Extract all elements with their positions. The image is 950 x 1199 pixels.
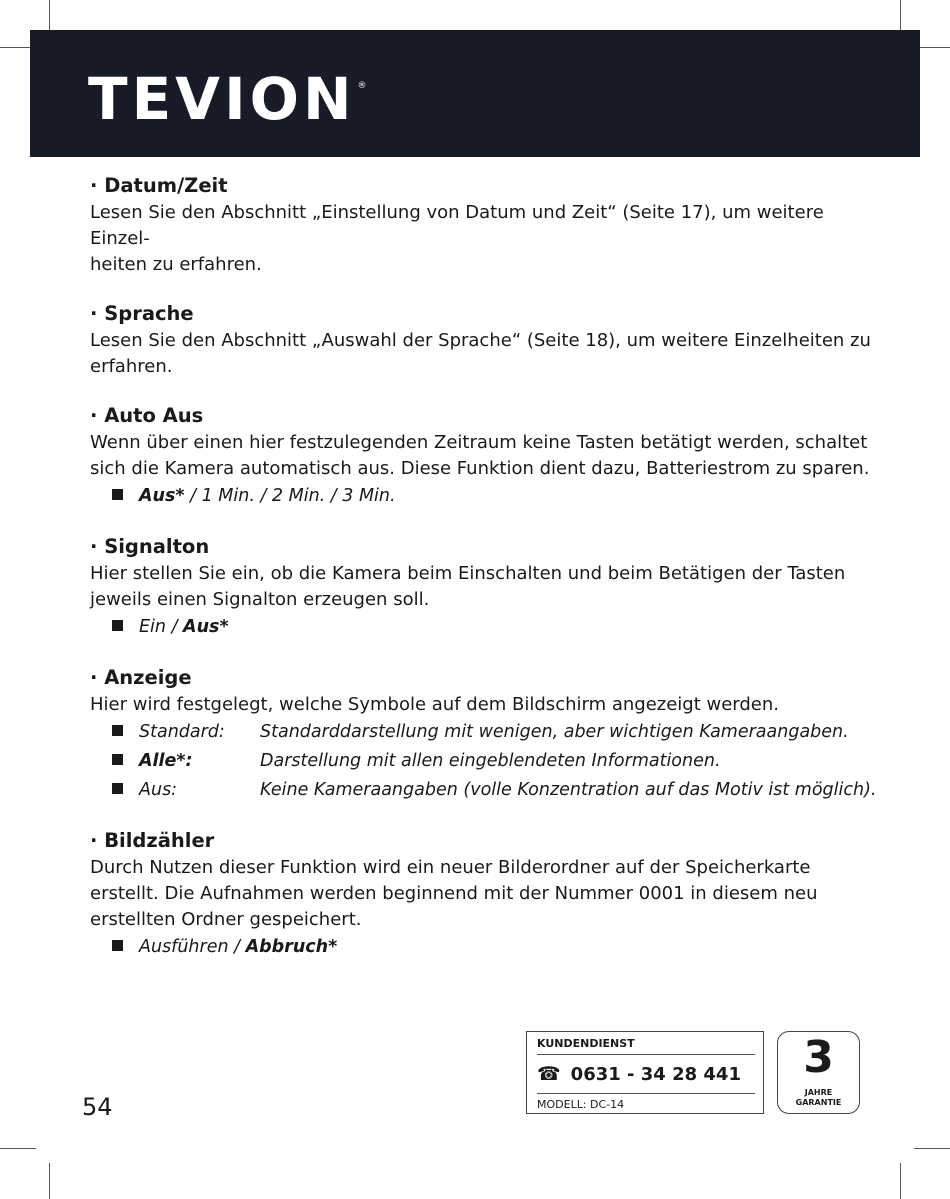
- page-number: 54: [82, 1093, 113, 1121]
- option-item: Alle*: Darstellung mit allen eingeblendeten Informationen.: [90, 747, 880, 776]
- guarantee-years: 3: [803, 1032, 834, 1083]
- guarantee-badge: [777, 1031, 860, 1114]
- bullet-square-icon: [112, 620, 123, 631]
- crop-mark: [49, 1163, 50, 1199]
- service-phone: ☎ 0631 - 34 28 441: [537, 1063, 741, 1085]
- crop-mark: [920, 47, 950, 48]
- main-content: [90, 172, 880, 984]
- bullet-square-icon: [112, 940, 123, 951]
- service-box: [526, 1031, 764, 1114]
- bullet-square-icon: [112, 754, 123, 765]
- option-item: Standard: Standarddarstellung mit wenigen, aber wichtigen Kameraangaben.: [90, 718, 880, 747]
- option-item: Ein / Aus*: [90, 613, 880, 642]
- brand-logo: TEVION ®: [88, 65, 367, 133]
- section-datum-zeit: [90, 172, 880, 278]
- telephone-icon: ☎: [537, 1063, 561, 1085]
- section-text: Durch Nutzen dieser Funktion wird ein neuer Bilderordner auf der Speicherkarte erstellt. Die Aufnahmen werden beginnend mit der Nummer 0001 in diesem neu erstellten Ordner gespeichert.: [90, 857, 818, 930]
- section-heading: · Anzeige: [90, 666, 192, 689]
- option-item: Aus: Keine Kameraangaben (volle Konzentration auf das Motiv ist möglich).: [90, 776, 880, 805]
- section-text: Lesen Sie den Abschnitt „Auswahl der Sprache“ (Seite 18), um weitere Einzelheiten zu erfahren.: [90, 330, 871, 377]
- section-text: Hier stellen Sie ein, ob die Kamera beim Einschalten und beim Betätigen der Tasten jeweils einen Signalton erzeugen soll.: [90, 563, 846, 610]
- section-heading: · Signalton: [90, 535, 210, 558]
- divider: [537, 1054, 755, 1055]
- option-item: Ausführen / Abbruch*: [90, 933, 880, 962]
- crop-mark: [900, 1163, 901, 1199]
- bullet-square-icon: [112, 783, 123, 794]
- section-text: Wenn über einen hier festzulegenden Zeitraum keine Tasten betätigt werden, schaltet sich die Kamera automatisch aus. Diese Funktion dient dazu, Batteriestrom zu sparen.: [90, 432, 870, 479]
- section-heading: · Bildzähler: [90, 829, 215, 852]
- crop-mark: [914, 1148, 950, 1149]
- section-auto-aus: [90, 402, 880, 511]
- section-text: Hier wird festgelegt, welche Symbole auf dem Bildschirm angezeigt werden.: [90, 694, 780, 715]
- bullet-square-icon: [112, 725, 123, 736]
- section-sprache: [90, 300, 880, 380]
- section-anzeige: [90, 664, 880, 805]
- crop-mark: [0, 47, 30, 48]
- section-heading: · Auto Aus: [90, 404, 204, 427]
- section-text: Lesen Sie den Abschnitt „Einstellung von Datum und Zeit“ (Seite 17), um weitere Einzel- heiten zu erfahren.: [90, 202, 824, 275]
- divider: [537, 1093, 755, 1094]
- section-signalton: [90, 533, 880, 642]
- section-bildzaehler: [90, 827, 880, 962]
- option-item: Aus* / 1 Min. / 2 Min. / 3 Min.: [90, 482, 880, 511]
- service-title: KUNDENDIENST: [537, 1037, 635, 1050]
- bullet-square-icon: [112, 489, 123, 500]
- section-heading: · Datum/Zeit: [90, 174, 228, 197]
- service-model: MODELL: DC-14: [537, 1098, 625, 1111]
- guarantee-text: JAHRE GARANTIE: [795, 1088, 842, 1107]
- section-heading: · Sprache: [90, 302, 194, 325]
- crop-mark: [0, 1148, 36, 1149]
